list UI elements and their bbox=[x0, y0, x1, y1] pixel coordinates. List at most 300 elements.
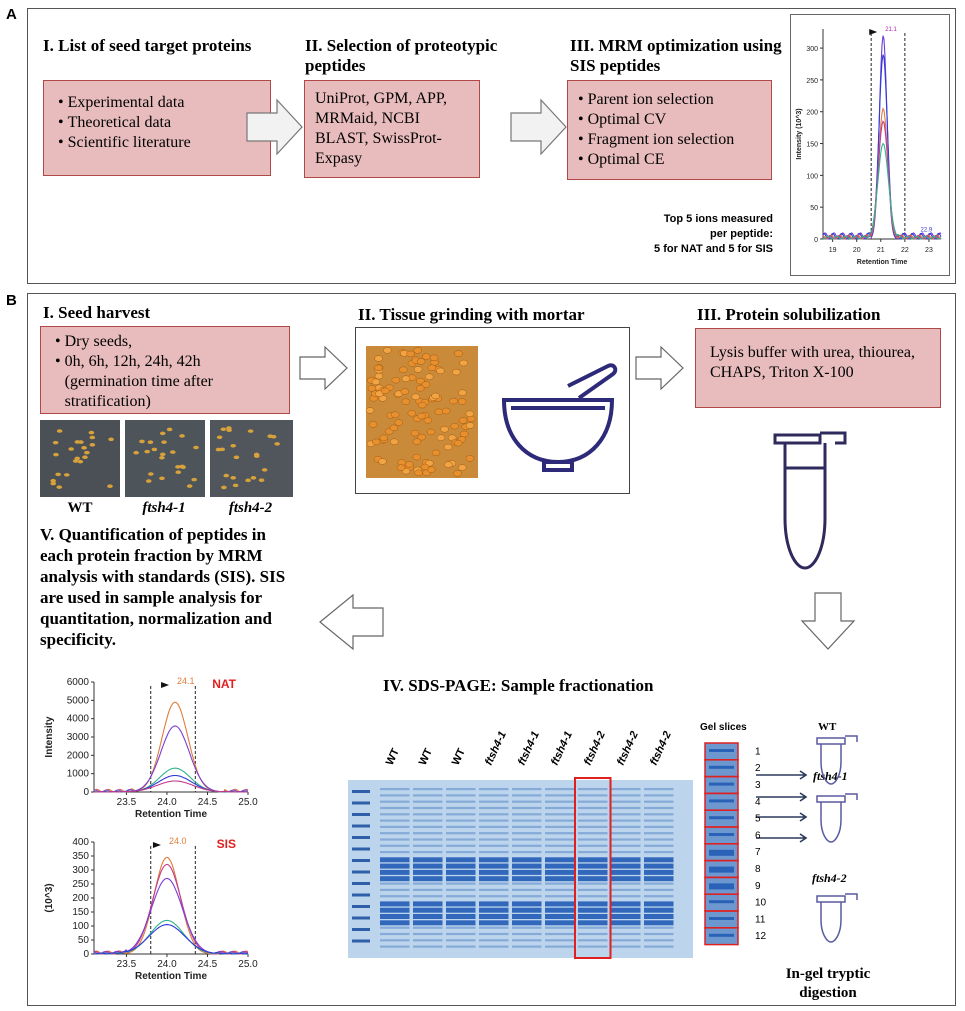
y-tick-label: 4000 bbox=[66, 713, 89, 725]
a-step1-item: • Theoretical data bbox=[58, 113, 270, 133]
gel-band bbox=[380, 914, 410, 919]
ground-seed bbox=[402, 376, 410, 382]
y-tick-label: 150 bbox=[806, 141, 818, 149]
slice-band bbox=[709, 833, 734, 836]
gel-band bbox=[446, 788, 476, 790]
gel-band bbox=[578, 826, 608, 828]
slice-number: 4 bbox=[755, 796, 761, 808]
ground-seed bbox=[375, 373, 383, 379]
ground-seed bbox=[411, 430, 419, 436]
ground-seed bbox=[415, 470, 423, 476]
ladder-band bbox=[352, 928, 370, 931]
ground-seed bbox=[383, 347, 391, 353]
ground-seed bbox=[414, 347, 422, 353]
grinding-box bbox=[355, 327, 630, 494]
seed bbox=[82, 455, 88, 459]
gel-band bbox=[380, 864, 410, 869]
lane-label: WT bbox=[449, 746, 468, 768]
a-note-line: Top 5 ions measured bbox=[663, 213, 773, 225]
gel-band bbox=[512, 838, 542, 840]
seed bbox=[251, 476, 257, 480]
gel-band bbox=[479, 820, 509, 822]
gel-band bbox=[545, 883, 575, 885]
gel-band bbox=[512, 870, 542, 875]
gel-band bbox=[380, 813, 410, 815]
series-line-ion2 bbox=[94, 726, 248, 792]
gel-band bbox=[413, 820, 443, 822]
seed bbox=[73, 459, 79, 463]
gel-band bbox=[413, 801, 443, 803]
series-line-ion3 bbox=[94, 768, 248, 792]
gel-band bbox=[446, 807, 476, 809]
seed bbox=[108, 438, 114, 442]
gel-band bbox=[512, 788, 542, 790]
gel-band bbox=[611, 807, 641, 809]
gel-band bbox=[413, 788, 443, 790]
gel-band bbox=[611, 914, 641, 919]
seed bbox=[160, 432, 166, 436]
ground-seed bbox=[407, 351, 415, 357]
gel-band bbox=[479, 857, 509, 862]
gel-band bbox=[578, 901, 608, 906]
ground-seed bbox=[458, 465, 466, 471]
gel-band bbox=[446, 920, 476, 925]
gel-band bbox=[479, 895, 509, 897]
ground-seed bbox=[444, 462, 452, 468]
seed bbox=[167, 428, 173, 432]
b-step1-item: Dry seeds, bbox=[64, 333, 133, 350]
ladder-band bbox=[352, 825, 370, 828]
seed bbox=[148, 440, 154, 444]
gel-band bbox=[512, 927, 542, 929]
gel-band bbox=[611, 927, 641, 929]
seed bbox=[133, 451, 139, 455]
x-tick-label: 23 bbox=[925, 247, 933, 254]
gel-band bbox=[446, 946, 476, 948]
x-tick-label: 24.5 bbox=[197, 797, 218, 808]
seed bbox=[75, 440, 81, 444]
gel-band bbox=[578, 801, 608, 803]
ground-seed bbox=[427, 429, 435, 435]
seed bbox=[50, 482, 56, 486]
ground-seed bbox=[458, 390, 466, 396]
digestion-tube-icon bbox=[817, 736, 857, 784]
gel-band bbox=[644, 908, 674, 913]
y-tick-label: 250 bbox=[72, 879, 89, 890]
ground-seed bbox=[451, 423, 459, 429]
seed bbox=[234, 455, 240, 459]
digestion-tube-icon bbox=[817, 894, 857, 942]
slice-number: 7 bbox=[755, 847, 761, 859]
gel-band bbox=[578, 813, 608, 815]
y-axis-label: Intensity bbox=[44, 716, 55, 758]
seed-photos bbox=[40, 420, 295, 498]
gel-band bbox=[644, 876, 674, 881]
ground-seed bbox=[454, 470, 462, 476]
ground-seed bbox=[436, 368, 444, 374]
gel-band bbox=[380, 845, 410, 847]
digestion-line: In-gel tryptic bbox=[785, 966, 871, 982]
seed bbox=[144, 450, 150, 454]
y-tick-label: 200 bbox=[806, 109, 818, 117]
gel-band bbox=[413, 914, 443, 919]
gel-band bbox=[446, 927, 476, 929]
gel-band bbox=[446, 851, 476, 853]
gel-band bbox=[512, 801, 542, 803]
gel-band bbox=[479, 914, 509, 919]
ground-seed bbox=[418, 413, 426, 419]
ground-seed bbox=[401, 389, 409, 395]
ground-seed bbox=[412, 394, 420, 400]
gel-band bbox=[644, 864, 674, 869]
y-tick-label: 50 bbox=[810, 205, 818, 213]
ground-seed bbox=[399, 367, 407, 373]
gel-band bbox=[611, 864, 641, 869]
series-line-ion5 bbox=[823, 144, 941, 239]
gel-band bbox=[413, 920, 443, 925]
lane-label: ftsh4-1 bbox=[482, 729, 509, 768]
x-tick-label: 24.0 bbox=[157, 959, 177, 970]
ground-seed bbox=[442, 408, 450, 414]
a-note-line: 5 for NAT and 5 for SIS bbox=[654, 243, 773, 255]
gel-band bbox=[413, 813, 443, 815]
ladder-band bbox=[352, 836, 370, 839]
gel-band bbox=[446, 870, 476, 875]
gel-band bbox=[611, 820, 641, 822]
gel-band bbox=[380, 933, 410, 935]
a-step1-item: • Experimental data bbox=[58, 93, 270, 113]
tube-label: WT bbox=[818, 721, 837, 733]
seed bbox=[68, 447, 74, 451]
gel-band bbox=[446, 908, 476, 913]
x-axis-label: Retention Time bbox=[134, 809, 208, 818]
gel-band bbox=[479, 864, 509, 869]
gel-band bbox=[479, 870, 509, 875]
x-tick-label: 25.0 bbox=[238, 797, 258, 808]
gel-band bbox=[644, 939, 674, 941]
gel-band bbox=[413, 832, 443, 834]
y-tick-label: 1000 bbox=[66, 768, 89, 780]
seed bbox=[248, 429, 254, 433]
gel-band bbox=[512, 820, 542, 822]
ladder-band bbox=[352, 940, 370, 943]
slice-number: 11 bbox=[755, 914, 766, 926]
gel-band bbox=[413, 883, 443, 885]
seed bbox=[53, 453, 59, 457]
tube-label: ftsh4-1 bbox=[813, 769, 848, 783]
genotype-label: ftsh4-2 bbox=[228, 500, 273, 516]
ground-seed bbox=[460, 360, 468, 366]
digestion-tubes bbox=[795, 730, 875, 960]
gel-band bbox=[578, 946, 608, 948]
gel-band bbox=[512, 895, 542, 897]
digestion-label bbox=[778, 965, 878, 1003]
peak-annotation: 22.9 bbox=[920, 227, 933, 234]
a-step3-item: • Fragment ion selection bbox=[578, 130, 771, 150]
gel-band bbox=[446, 864, 476, 869]
x-tick-label: 22 bbox=[900, 247, 909, 254]
gel-band bbox=[512, 933, 542, 935]
lane-label: WT bbox=[416, 746, 435, 768]
gel-band bbox=[512, 826, 542, 828]
genotype-label: WT bbox=[67, 500, 93, 516]
gel-band bbox=[578, 851, 608, 853]
chart-title: SIS bbox=[216, 837, 236, 851]
gel-band bbox=[512, 813, 542, 815]
gel-band bbox=[446, 794, 476, 796]
slice-number: 6 bbox=[755, 830, 761, 842]
ground-seed bbox=[425, 374, 433, 380]
seed bbox=[148, 472, 154, 476]
ground-seed bbox=[421, 464, 429, 470]
gel-band bbox=[446, 801, 476, 803]
ladder-band bbox=[352, 871, 370, 874]
gel-band bbox=[545, 864, 575, 869]
gel-band bbox=[578, 933, 608, 935]
y-tick-label: 250 bbox=[806, 77, 818, 85]
ground-seed bbox=[372, 379, 380, 385]
gel-band bbox=[380, 889, 410, 891]
ground-seed bbox=[432, 450, 440, 456]
gel-band bbox=[479, 939, 509, 941]
ground-seed bbox=[414, 366, 422, 372]
slice-band bbox=[709, 867, 734, 873]
seed bbox=[57, 429, 63, 433]
ground-seed bbox=[391, 412, 399, 418]
gel-band bbox=[512, 876, 542, 881]
gel-band bbox=[578, 908, 608, 913]
seed bbox=[262, 468, 268, 472]
seed bbox=[170, 450, 176, 454]
gel-band bbox=[611, 889, 641, 891]
gel-background bbox=[348, 780, 693, 958]
gel-band bbox=[380, 870, 410, 875]
gel-band bbox=[479, 794, 509, 796]
grinding-illustration bbox=[356, 328, 629, 493]
gel-band bbox=[578, 939, 608, 941]
ground-seed bbox=[397, 465, 405, 471]
gel-band bbox=[644, 883, 674, 885]
gel-band bbox=[446, 901, 476, 906]
gel-band bbox=[512, 920, 542, 925]
x-tick-label: 25.0 bbox=[238, 959, 258, 970]
gel-band bbox=[578, 807, 608, 809]
gel-band bbox=[644, 788, 674, 790]
seed bbox=[90, 436, 96, 440]
seed bbox=[245, 479, 251, 483]
gel-band bbox=[611, 895, 641, 897]
ladder-band bbox=[352, 859, 370, 862]
gel-band bbox=[644, 920, 674, 925]
a-step1-title: I. List of seed target proteins bbox=[43, 36, 252, 55]
gel-band bbox=[380, 788, 410, 790]
seed bbox=[223, 474, 229, 478]
slice-band bbox=[709, 850, 734, 856]
ground-seed bbox=[422, 354, 430, 360]
gel-band bbox=[545, 826, 575, 828]
seed bbox=[267, 434, 273, 438]
gel-band bbox=[479, 801, 509, 803]
b-step2-title: II. Tissue grinding with mortar bbox=[358, 305, 585, 324]
y-tick-label: 2000 bbox=[66, 750, 89, 762]
seed bbox=[55, 473, 61, 477]
gel-band bbox=[413, 838, 443, 840]
ground-seed bbox=[454, 440, 462, 446]
seed bbox=[187, 484, 193, 488]
gel-band bbox=[446, 820, 476, 822]
seed bbox=[84, 451, 90, 455]
gel-band bbox=[644, 820, 674, 822]
seed bbox=[53, 441, 59, 445]
ground-seed bbox=[430, 355, 438, 361]
x-tick-label: 21 bbox=[876, 247, 885, 254]
gel-band bbox=[578, 876, 608, 881]
gel-band bbox=[644, 813, 674, 815]
b-step1-item: 0h, 6h, 12h, 24h, 42h (germination time after stratification) bbox=[64, 353, 213, 410]
a-step1-item: • Scientific literature bbox=[58, 133, 270, 153]
seed bbox=[274, 442, 280, 446]
gel-band bbox=[644, 914, 674, 919]
gel-band bbox=[380, 927, 410, 929]
gel-band bbox=[446, 838, 476, 840]
seed bbox=[226, 426, 232, 430]
slice-band bbox=[709, 799, 734, 802]
gel-band bbox=[413, 876, 443, 881]
gel-band bbox=[611, 946, 641, 948]
gel-band bbox=[413, 857, 443, 862]
seed bbox=[254, 454, 260, 458]
gel-band bbox=[380, 832, 410, 834]
gel-band bbox=[479, 908, 509, 913]
seed bbox=[139, 440, 145, 444]
gel-band bbox=[413, 908, 443, 913]
gel-band bbox=[611, 857, 641, 862]
ladder-band bbox=[352, 917, 370, 920]
seed bbox=[89, 431, 95, 435]
lane-label: ftsh4-1 bbox=[515, 729, 542, 768]
y-tick-label: 3000 bbox=[66, 732, 89, 743]
ladder-band bbox=[352, 848, 370, 851]
digestion-line: digestion bbox=[799, 985, 857, 1001]
gel-band bbox=[413, 864, 443, 869]
gel-band bbox=[446, 826, 476, 828]
ground-seed bbox=[375, 355, 383, 361]
gel-band bbox=[380, 946, 410, 948]
gel-band bbox=[545, 908, 575, 913]
seed bbox=[64, 473, 70, 477]
gel-band bbox=[644, 933, 674, 935]
gel-band bbox=[380, 939, 410, 941]
gel-band bbox=[611, 939, 641, 941]
arrow-right bbox=[247, 100, 302, 154]
gel-band bbox=[545, 845, 575, 847]
gel-band bbox=[644, 870, 674, 875]
x-tick-label: 19 bbox=[828, 247, 837, 254]
seed bbox=[107, 484, 113, 488]
y-tick-label: 100 bbox=[72, 921, 89, 932]
ground-seed bbox=[444, 444, 452, 450]
seed bbox=[259, 478, 265, 482]
gel-band bbox=[545, 901, 575, 906]
x-axis-label: Retention Time bbox=[856, 259, 908, 266]
gel-band bbox=[380, 908, 410, 913]
gel-band bbox=[479, 883, 509, 885]
ground-seed bbox=[418, 434, 426, 440]
gel-band bbox=[644, 826, 674, 828]
gel-band bbox=[578, 845, 608, 847]
slice-number: 10 bbox=[755, 897, 767, 909]
series-line-ion3 bbox=[94, 878, 248, 954]
gel-band bbox=[446, 939, 476, 941]
ground-seed bbox=[392, 377, 400, 383]
gel-band bbox=[512, 857, 542, 862]
gel-band bbox=[479, 889, 509, 891]
seed bbox=[193, 446, 199, 450]
gel-band bbox=[644, 857, 674, 862]
gel-band bbox=[446, 813, 476, 815]
gel-band bbox=[611, 876, 641, 881]
gel-slices-label: Gel slices bbox=[700, 722, 747, 733]
gel-band bbox=[380, 820, 410, 822]
x-axis-label: Retention Time bbox=[134, 971, 208, 982]
gel-band bbox=[446, 933, 476, 935]
ground-seed bbox=[460, 431, 468, 437]
gel-band bbox=[380, 826, 410, 828]
y-tick-label: 0 bbox=[83, 787, 89, 798]
seed bbox=[146, 479, 152, 483]
gel-band bbox=[446, 883, 476, 885]
gel-band bbox=[611, 788, 641, 790]
mortar-pestle-icon bbox=[504, 365, 615, 470]
gel-band bbox=[611, 933, 641, 935]
slice-band bbox=[709, 900, 734, 903]
slice-band bbox=[709, 783, 734, 786]
ground-seed bbox=[408, 410, 416, 416]
lane-label: ftsh4-1 bbox=[548, 729, 575, 768]
gel-band bbox=[545, 801, 575, 803]
gel-band bbox=[413, 939, 443, 941]
gel-band bbox=[479, 813, 509, 815]
seed bbox=[78, 460, 84, 464]
gel-band bbox=[545, 933, 575, 935]
seed bbox=[160, 453, 166, 457]
series-line-ion2 bbox=[94, 864, 248, 954]
b-step3-text: Lysis buffer with urea, thiourea, CHAPS, Triton X-100 bbox=[710, 344, 915, 381]
gel-band bbox=[413, 927, 443, 929]
series-line-ion1 bbox=[94, 857, 248, 954]
y-axis-label: Intensity (10^3) bbox=[796, 108, 803, 160]
b-step3-title: III. Protein solubilization bbox=[697, 305, 881, 324]
slice-band bbox=[709, 934, 734, 937]
gel-band bbox=[380, 857, 410, 862]
gel-band bbox=[611, 826, 641, 828]
gel-band bbox=[446, 889, 476, 891]
gel-band bbox=[413, 889, 443, 891]
x-tick-label: 20 bbox=[852, 247, 861, 254]
gel-band bbox=[380, 794, 410, 796]
gel-band bbox=[545, 876, 575, 881]
ladder-band bbox=[352, 802, 370, 805]
panel-a-label: A bbox=[6, 6, 17, 23]
peak-annotation: 21.1 bbox=[885, 27, 897, 33]
gel-slices bbox=[700, 740, 770, 950]
a-step3-item: • Optimal CV bbox=[578, 110, 771, 130]
ground-seed bbox=[390, 425, 398, 431]
y-tick-label: 100 bbox=[806, 173, 818, 181]
gel-band bbox=[446, 914, 476, 919]
ground-seed bbox=[452, 369, 460, 375]
gel-band bbox=[545, 946, 575, 948]
